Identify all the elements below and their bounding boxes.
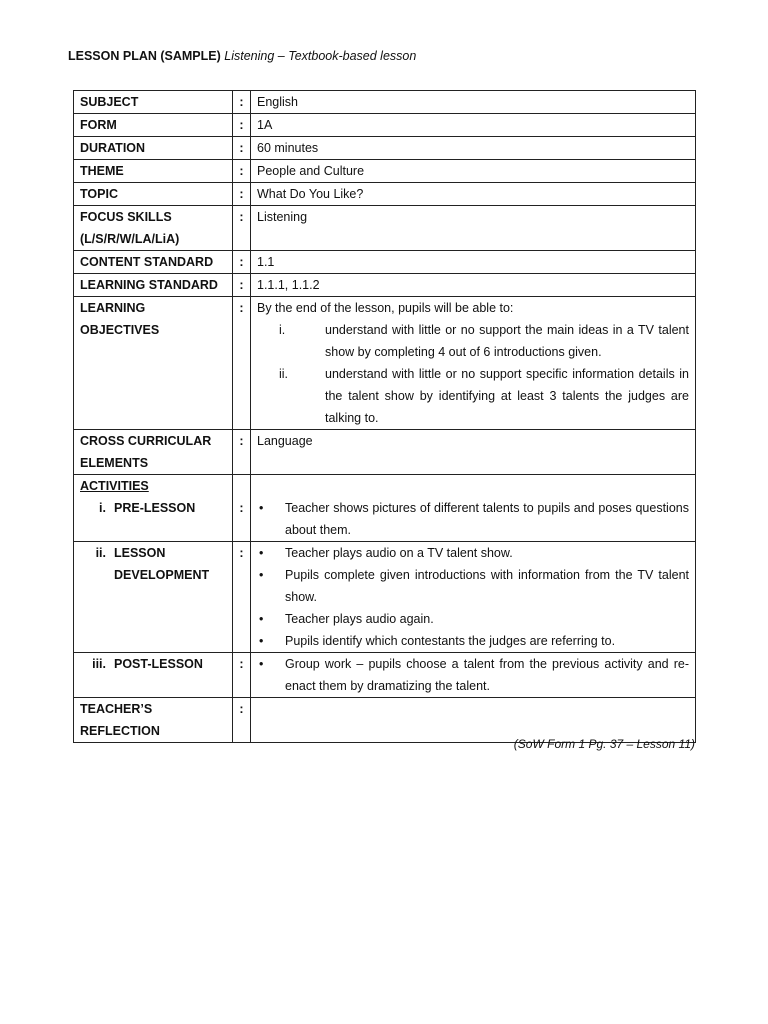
activity-label-line1: LESSON [114, 546, 166, 560]
list-item [257, 608, 689, 630]
objective-number: i. [279, 323, 286, 337]
colon: : [233, 91, 251, 114]
colon: : [233, 274, 251, 297]
value-content-standard: 1.1 [251, 251, 696, 274]
label-reflection-line1: TEACHER’S [80, 702, 153, 716]
value-duration: 60 minutes [251, 137, 696, 160]
label-focus-skills-line2: (L/S/R/W/LA/LiA) [80, 232, 180, 246]
value-pre-lesson [251, 475, 696, 542]
row-pre-lesson [74, 475, 696, 542]
label-form: FORM [74, 114, 233, 137]
objectives-intro: By the end of the lesson, pupils will be able to: [257, 301, 514, 315]
value-post-lesson [251, 653, 696, 698]
label-pre-lesson [74, 475, 233, 542]
row-form [74, 114, 696, 137]
row-post-lesson [74, 653, 696, 698]
row-content-standard [74, 251, 696, 274]
label-learning-standard: LEARNING STANDARD [74, 274, 233, 297]
post-lesson-label [80, 653, 226, 675]
label-content-standard: CONTENT STANDARD [74, 251, 233, 274]
colon: : [233, 206, 251, 251]
objective-number: ii. [279, 367, 289, 381]
label-theme: THEME [74, 160, 233, 183]
label-focus-skills [74, 206, 233, 251]
heading-subtitle: Listening – Textbook-based lesson [224, 49, 417, 63]
objective-item [257, 363, 689, 429]
label-focus-skills-line1: FOCUS SKILLS [80, 210, 172, 224]
pre-lesson-list [257, 497, 689, 541]
colon: : [233, 653, 251, 698]
row-subject [74, 91, 696, 114]
activity-number: ii. [95, 546, 106, 560]
colon: : [233, 251, 251, 274]
row-learning-standard [74, 274, 696, 297]
row-topic [74, 183, 696, 206]
label-cross-curricular [74, 430, 233, 475]
row-duration [74, 137, 696, 160]
list-item [257, 630, 689, 652]
activities-heading: ACTIVITIES [80, 479, 149, 493]
item-text: Teacher plays audio again. [285, 612, 434, 626]
value-lesson-development [251, 542, 696, 653]
item-text: Teacher shows pictures of different talents to pupils and poses questions about them. [285, 501, 689, 537]
row-lesson-development [74, 542, 696, 653]
value-form: 1A [251, 114, 696, 137]
objective-text: understand with little or no support the main ideas in a TV talent show by completing 4 out of 6 introductions given. [325, 323, 689, 359]
lesson-development-label [80, 542, 226, 586]
bullet: • [259, 657, 264, 671]
list-item [257, 497, 689, 541]
item-text: Pupils identify which contestants the judges are referring to. [285, 634, 616, 648]
objective-text: understand with little or no support specific information details in the talent show by identifying at least 3 talents the judges are talking to. [325, 367, 689, 425]
value-theme: People and Culture [251, 160, 696, 183]
colon: : [233, 430, 251, 475]
colon: : [233, 137, 251, 160]
lesson-plan-table [73, 90, 696, 743]
list-item [257, 653, 689, 697]
row-focus-skills [74, 206, 696, 251]
item-text: Pupils complete given introductions with information from the TV talent show. [285, 568, 689, 604]
lesson-development-list [257, 542, 689, 652]
item-text: Group work – pupils choose a talent from the previous activity and re-enact them by dramatizing the talent. [285, 657, 689, 693]
activity-number: iii. [92, 657, 106, 671]
heading-title: LESSON PLAN (SAMPLE) [68, 49, 221, 63]
post-lesson-list [257, 653, 689, 697]
row-theme [74, 160, 696, 183]
colon: : [233, 542, 251, 653]
pre-lesson-label [80, 497, 226, 519]
colon: : [233, 297, 251, 430]
value-focus-skills: Listening [251, 206, 696, 251]
colon: : [233, 698, 251, 743]
bullet: • [259, 612, 264, 626]
value-learning-standard: 1.1.1, 1.1.2 [251, 274, 696, 297]
label-duration: DURATION [74, 137, 233, 160]
objective-item [257, 319, 689, 363]
colon: : [233, 114, 251, 137]
activity-label-line2: DEVELOPMENT [114, 568, 210, 582]
bullet: • [259, 568, 264, 582]
value-learning-objectives [251, 297, 696, 430]
label-subject: SUBJECT [74, 91, 233, 114]
value-subject: English [251, 91, 696, 114]
label-learning-objectives: LEARNING OBJECTIVES [74, 297, 233, 430]
label-topic: TOPIC [74, 183, 233, 206]
row-learning-objectives [74, 297, 696, 430]
colon: : [233, 183, 251, 206]
bullet: • [259, 546, 264, 560]
label-post-lesson [74, 653, 233, 698]
label-cross-curricular-line1: CROSS CURRICULAR [80, 434, 212, 448]
activity-label: PRE-LESSON [114, 501, 196, 515]
source-note: (SoW Form 1 Pg. 37 – Lesson 11) [513, 737, 695, 751]
activity-label: POST-LESSON [114, 657, 203, 671]
activity-label [114, 542, 226, 586]
list-item [257, 542, 689, 564]
page-heading [68, 48, 416, 64]
bullet: • [259, 634, 264, 648]
label-lesson-development [74, 542, 233, 653]
label-reflection-line2: REFLECTION [80, 724, 160, 738]
colon: : [233, 475, 251, 542]
colon: : [233, 160, 251, 183]
row-cross-curricular [74, 430, 696, 475]
value-cross-curricular: Language [251, 430, 696, 475]
label-reflection [74, 698, 233, 743]
label-cross-curricular-line2: ELEMENTS [80, 456, 149, 470]
item-text: Teacher plays audio on a TV talent show. [285, 546, 513, 560]
value-topic: What Do You Like? [251, 183, 696, 206]
bullet: • [259, 501, 264, 515]
activity-number: i. [99, 501, 106, 515]
list-item [257, 564, 689, 608]
